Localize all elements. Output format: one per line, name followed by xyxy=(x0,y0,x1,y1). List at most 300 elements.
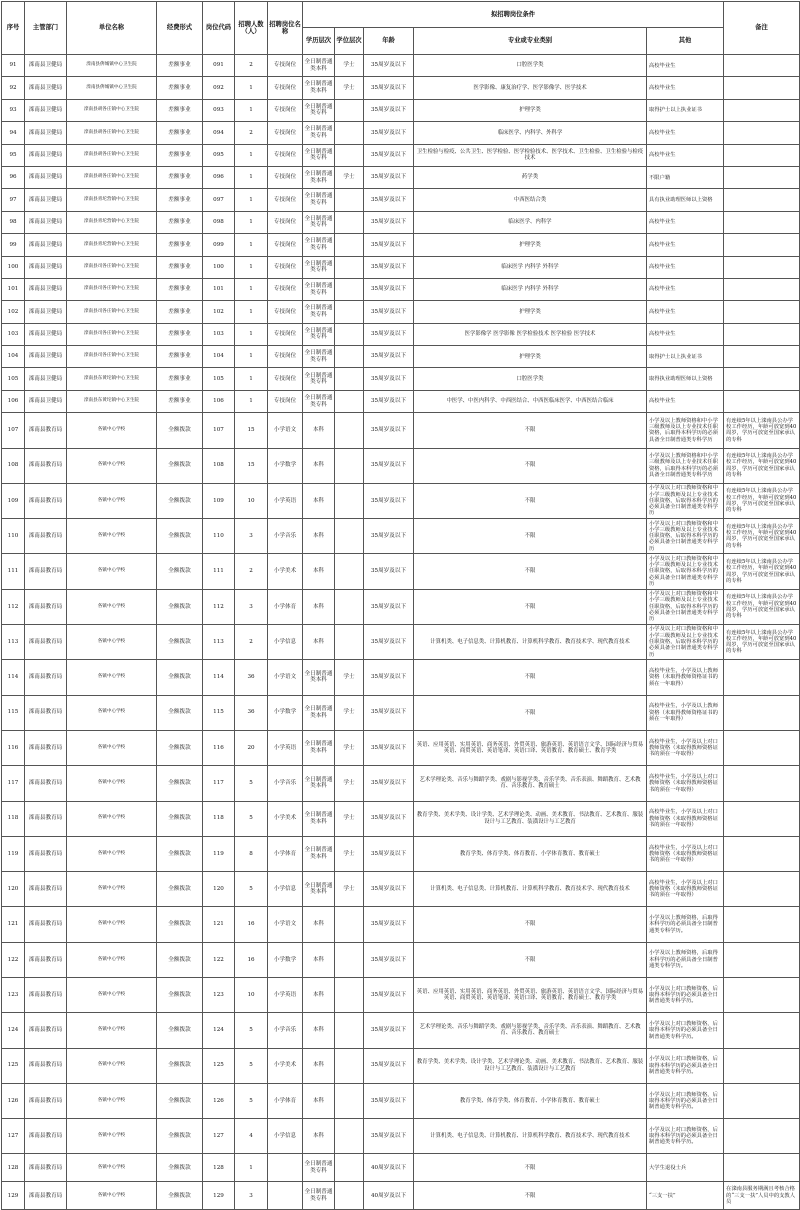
cell-code: 105 xyxy=(203,368,235,390)
cell-remark xyxy=(724,730,800,765)
cell-fund: 差额事业 xyxy=(157,301,203,323)
cell-age: 35周岁及以下 xyxy=(364,234,414,256)
cell-age: 35周岁及以下 xyxy=(364,346,414,368)
cell-remark xyxy=(724,278,800,300)
cell-dept: 滦南县卫健局 xyxy=(25,346,67,368)
cell-fund: 全额拨款 xyxy=(157,730,203,765)
cell-seq: 94 xyxy=(2,122,25,144)
table-row xyxy=(2,99,800,121)
cell-major: 临床医学 内科学 外科学 xyxy=(414,256,647,278)
cell-fund: 全额拨款 xyxy=(157,660,203,695)
cell-degree xyxy=(335,519,364,554)
cell-major: 艺术学理论类、音乐与舞蹈学类、戏剧与影视学类、音乐学类、音乐表演、舞蹈教育、艺术教育、音乐教育、教育硕士 xyxy=(414,766,647,801)
cell-count: 5 xyxy=(235,1013,268,1048)
cell-dept: 滦南县教育局 xyxy=(25,625,67,660)
cell-code: 115 xyxy=(203,695,235,730)
cell-degree xyxy=(335,323,364,345)
cell-code: 127 xyxy=(203,1119,235,1154)
cell-major: 教育学类、美术学类、设计学类、艺术学理论类、动画、美术教育、书法教育、艺术教育、服装设计与工艺教育、装潢设计与工艺教育 xyxy=(414,1048,647,1083)
cell-edu: 本科 xyxy=(303,942,335,977)
cell-count: 1 xyxy=(235,144,268,166)
cell-post: 小学体育 xyxy=(268,1083,303,1118)
cell-unit: 各镇中心学校 xyxy=(67,730,157,765)
cell-edu: 本科 xyxy=(303,978,335,1013)
cell-code: 122 xyxy=(203,942,235,977)
cell-count: 16 xyxy=(235,907,268,942)
cell-unit: 滦南县司各庄镇中心卫生院 xyxy=(67,256,157,278)
cell-edu: 全日制普通类本科 xyxy=(303,872,335,907)
table-row xyxy=(2,1083,800,1118)
cell-seq: 101 xyxy=(2,278,25,300)
cell-fund: 全额拨款 xyxy=(157,625,203,660)
cell-edu: 全日制普通类专科 xyxy=(303,144,335,166)
cell-edu: 全日制普通类专科 xyxy=(303,189,335,211)
cell-unit: 滦南县倴城镇中心卫生院 xyxy=(67,55,157,77)
cell-code: 114 xyxy=(203,660,235,695)
cell-code: 112 xyxy=(203,589,235,624)
cell-dept: 滦南县卫健局 xyxy=(25,256,67,278)
table-row xyxy=(2,448,800,483)
cell-edu: 全日制普通类本科 xyxy=(303,730,335,765)
cell-unit: 各镇中心学校 xyxy=(67,589,157,624)
cell-seq: 113 xyxy=(2,625,25,660)
cell-major: 中西医结合类 xyxy=(414,189,647,211)
cell-post: 专技岗位 xyxy=(268,368,303,390)
cell-post: 小学英语 xyxy=(268,730,303,765)
cell-code: 098 xyxy=(203,211,235,233)
cell-dept: 滦南县教育局 xyxy=(25,801,67,836)
cell-post: 小学数学 xyxy=(268,695,303,730)
cell-degree: 学士 xyxy=(335,660,364,695)
cell-unit: 滦南县胡各庄镇中心卫生院 xyxy=(67,99,157,121)
cell-unit: 滦南县司各庄镇中心卫生院 xyxy=(67,346,157,368)
cell-fund: 全额拨款 xyxy=(157,448,203,483)
cell-seq: 108 xyxy=(2,448,25,483)
cell-major: 护理学类 xyxy=(414,234,647,256)
cell-other: 取得护士以上执业证书 xyxy=(647,346,724,368)
cell-age: 35周岁及以下 xyxy=(364,625,414,660)
cell-other: 高校毕业生 xyxy=(647,323,724,345)
cell-age: 35周岁及以下 xyxy=(364,77,414,99)
cell-seq: 116 xyxy=(2,730,25,765)
cell-other: 高校毕业生 xyxy=(647,234,724,256)
cell-dept: 滦南县教育局 xyxy=(25,483,67,518)
cell-count: 1 xyxy=(235,346,268,368)
cell-degree xyxy=(335,1182,364,1210)
header-count: 招聘人数（人） xyxy=(235,2,268,55)
cell-other: 小学及以上教师资格，后取得本科学历的必须具备全日制普通类专科学历。 xyxy=(647,907,724,942)
cell-other: 高校毕业生 xyxy=(647,301,724,323)
cell-count: 1 xyxy=(235,390,268,412)
cell-seq: 103 xyxy=(2,323,25,345)
cell-degree xyxy=(335,907,364,942)
cell-seq: 121 xyxy=(2,907,25,942)
cell-post: 小学美术 xyxy=(268,554,303,589)
cell-age: 35周岁及以下 xyxy=(364,589,414,624)
cell-count: 1 xyxy=(235,278,268,300)
cell-age: 35周岁及以下 xyxy=(364,448,414,483)
cell-other: 小学及以上对口教师资格和中小学三级教师及以上专业技术任职资格，后取得本科学历的必须具备全日制普通类专科学历 xyxy=(647,519,724,554)
table-row xyxy=(2,1048,800,1083)
cell-degree xyxy=(335,448,364,483)
cell-post: 专技岗位 xyxy=(268,144,303,166)
cell-major: 口腔医学类 xyxy=(414,55,647,77)
cell-degree xyxy=(335,189,364,211)
cell-major: 不限 xyxy=(414,554,647,589)
cell-fund: 差额事业 xyxy=(157,122,203,144)
table-row xyxy=(2,77,800,99)
cell-remark xyxy=(724,99,800,121)
table-row xyxy=(2,625,800,660)
table-row xyxy=(2,122,800,144)
cell-unit: 滦南县司各庄镇中心卫生院 xyxy=(67,301,157,323)
cell-code: 129 xyxy=(203,1182,235,1210)
cell-dept: 滦南县教育局 xyxy=(25,872,67,907)
cell-remark xyxy=(724,1083,800,1118)
cell-major: 中医学、中医内科学、中西医结合、中西医临床医学、中西医结合临床 xyxy=(414,390,647,412)
cell-code: 107 xyxy=(203,413,235,448)
table-row xyxy=(2,766,800,801)
cell-degree xyxy=(335,346,364,368)
header-age: 年龄 xyxy=(364,28,414,55)
cell-dept: 滦南县教育局 xyxy=(25,1083,67,1118)
cell-fund: 差额事业 xyxy=(157,77,203,99)
cell-remark xyxy=(724,368,800,390)
cell-edu: 本科 xyxy=(303,413,335,448)
cell-remark: 有连续5年以上滦南县公办学校工作经历，年龄可放宽到40周岁，学历可放宽至国家承认的专科 xyxy=(724,413,800,448)
cell-degree xyxy=(335,390,364,412)
cell-post: 专技岗位 xyxy=(268,256,303,278)
cell-count: 1 xyxy=(235,301,268,323)
cell-major: 临床医学、内科学、外科学 xyxy=(414,122,647,144)
cell-seq: 128 xyxy=(2,1154,25,1182)
cell-edu: 本科 xyxy=(303,1013,335,1048)
cell-code: 109 xyxy=(203,483,235,518)
cell-edu: 全日制普通类本科 xyxy=(303,695,335,730)
cell-post: 专技岗位 xyxy=(268,278,303,300)
cell-edu: 全日制普通类专科 xyxy=(303,368,335,390)
cell-fund: 全额拨款 xyxy=(157,907,203,942)
cell-degree: 学士 xyxy=(335,166,364,188)
cell-edu: 本科 xyxy=(303,519,335,554)
cell-post: 专技岗位 xyxy=(268,99,303,121)
cell-unit: 滦南县青坨营镇中心卫生院 xyxy=(67,189,157,211)
cell-major: 计算机类、电子信息类、计算机教育、计算机科学教育、教育技术学、现代教育技术 xyxy=(414,872,647,907)
cell-count: 15 xyxy=(235,448,268,483)
cell-unit: 滦南县青坨营镇中心卫生院 xyxy=(67,234,157,256)
cell-edu: 本科 xyxy=(303,554,335,589)
cell-remark xyxy=(724,77,800,99)
cell-seq: 115 xyxy=(2,695,25,730)
cell-age: 40周岁及以下 xyxy=(364,1154,414,1182)
cell-seq: 98 xyxy=(2,211,25,233)
cell-code: 116 xyxy=(203,730,235,765)
cell-degree: 学士 xyxy=(335,766,364,801)
cell-degree xyxy=(335,99,364,121)
header-major: 专业或专业类别 xyxy=(414,28,647,55)
cell-seq: 129 xyxy=(2,1182,25,1210)
cell-major: 护理学类 xyxy=(414,346,647,368)
cell-other: 高校毕业生，小学及以上教师资格（未取得教师资格证书的须在一年取得） xyxy=(647,695,724,730)
cell-post: 专技岗位 xyxy=(268,122,303,144)
cell-post xyxy=(268,1182,303,1210)
cell-seq: 105 xyxy=(2,368,25,390)
cell-count: 5 xyxy=(235,1048,268,1083)
cell-edu: 全日制普通类专科 xyxy=(303,122,335,144)
cell-fund: 差额事业 xyxy=(157,390,203,412)
cell-dept: 滦南县卫健局 xyxy=(25,166,67,188)
cell-age: 40周岁及以下 xyxy=(364,1182,414,1210)
cell-dept: 滦南县教育局 xyxy=(25,836,67,871)
header-seq: 序号 xyxy=(2,2,25,55)
cell-fund: 差额事业 xyxy=(157,189,203,211)
cell-fund: 差额事业 xyxy=(157,256,203,278)
cell-post: 小学英语 xyxy=(268,978,303,1013)
cell-code: 117 xyxy=(203,766,235,801)
cell-count: 1 xyxy=(235,256,268,278)
cell-degree xyxy=(335,368,364,390)
cell-edu: 全日制普通类本科 xyxy=(303,77,335,99)
cell-age: 35周岁及以下 xyxy=(364,1119,414,1154)
cell-remark xyxy=(724,122,800,144)
cell-major: 口腔医学类 xyxy=(414,368,647,390)
cell-code: 113 xyxy=(203,625,235,660)
cell-remark xyxy=(724,1013,800,1048)
cell-dept: 滦南县卫健局 xyxy=(25,99,67,121)
cell-unit: 滦南县青坨营镇中心卫生院 xyxy=(67,211,157,233)
cell-unit: 各镇中心学校 xyxy=(67,1119,157,1154)
cell-degree xyxy=(335,278,364,300)
cell-unit: 各镇中心学校 xyxy=(67,413,157,448)
table-row xyxy=(2,1013,800,1048)
cell-unit: 各镇中心学校 xyxy=(67,942,157,977)
cell-other: 小学及以上对口教师资格，后取得本科学历的必须具备全日制普通类专科学历。 xyxy=(647,978,724,1013)
cell-edu: 全日制普通类专科 xyxy=(303,346,335,368)
cell-post: 专技岗位 xyxy=(268,55,303,77)
cell-major: 教育学类、体育学类、体育教育、小学体育教育、教育硕士 xyxy=(414,1083,647,1118)
cell-age: 35周岁及以下 xyxy=(364,144,414,166)
cell-post: 专技岗位 xyxy=(268,346,303,368)
cell-post xyxy=(268,1154,303,1182)
cell-count: 3 xyxy=(235,589,268,624)
cell-dept: 滦南县教育局 xyxy=(25,1048,67,1083)
table-row xyxy=(2,346,800,368)
cell-fund: 差额事业 xyxy=(157,99,203,121)
cell-remark xyxy=(724,323,800,345)
cell-dept: 滦南县教育局 xyxy=(25,766,67,801)
cell-remark: 有连续5年以上滦南县公办学校工作经历，年龄可放宽到40周岁，学历可放宽至国家承认的专科 xyxy=(724,483,800,518)
cell-count: 1 xyxy=(235,189,268,211)
table-row xyxy=(2,144,800,166)
table-row xyxy=(2,730,800,765)
cell-fund: 差额事业 xyxy=(157,234,203,256)
cell-seq: 97 xyxy=(2,189,25,211)
cell-degree xyxy=(335,1083,364,1118)
cell-other: 高校毕业生，小学及以上对口教师资格（未取得教师资格证书的须在一年取得） xyxy=(647,836,724,871)
recruitment-table xyxy=(1,1,800,1210)
cell-dept: 滦南县卫健局 xyxy=(25,368,67,390)
cell-edu: 全日制普通类专科 xyxy=(303,99,335,121)
cell-age: 35周岁及以下 xyxy=(364,730,414,765)
cell-major: 不限 xyxy=(414,1154,647,1182)
cell-code: 108 xyxy=(203,448,235,483)
cell-remark xyxy=(724,801,800,836)
cell-remark xyxy=(724,55,800,77)
table-row xyxy=(2,589,800,624)
cell-seq: 102 xyxy=(2,301,25,323)
cell-count: 20 xyxy=(235,730,268,765)
cell-other: 高校毕业生，小学及以上教师资格（未取得教师资格证书的须在一年取得） xyxy=(647,660,724,695)
cell-degree xyxy=(335,144,364,166)
cell-unit: 各镇中心学校 xyxy=(67,801,157,836)
cell-degree xyxy=(335,978,364,1013)
cell-count: 1 xyxy=(235,77,268,99)
cell-count: 1 xyxy=(235,1154,268,1182)
cell-remark xyxy=(724,211,800,233)
cell-major: 护理学类 xyxy=(414,301,647,323)
cell-code: 125 xyxy=(203,1048,235,1083)
cell-major: 计算机类、电子信息类、计算机教育、计算机科学教育、教育技术学、现代教育技术 xyxy=(414,625,647,660)
table-row xyxy=(2,55,800,77)
header-edu: 学历层次 xyxy=(303,28,335,55)
cell-code: 120 xyxy=(203,872,235,907)
cell-age: 35周岁及以下 xyxy=(364,323,414,345)
cell-major: 药学类 xyxy=(414,166,647,188)
header-post: 招聘岗位名称 xyxy=(268,2,303,55)
cell-count: 5 xyxy=(235,801,268,836)
cell-other: 高校毕业生 xyxy=(647,144,724,166)
cell-unit: 各镇中心学校 xyxy=(67,1154,157,1182)
cell-remark xyxy=(724,346,800,368)
table-body xyxy=(2,55,800,1210)
cell-other: 小学及以上对口教师资格，后取得本科学历的必须具备全日制普通类专科学历。 xyxy=(647,1013,724,1048)
cell-edu: 本科 xyxy=(303,448,335,483)
cell-remark xyxy=(724,766,800,801)
cell-post: 专技岗位 xyxy=(268,301,303,323)
cell-seq: 114 xyxy=(2,660,25,695)
cell-age: 35周岁及以下 xyxy=(364,660,414,695)
cell-dept: 滦南县教育局 xyxy=(25,413,67,448)
cell-degree: 学士 xyxy=(335,730,364,765)
cell-fund: 全额拨款 xyxy=(157,589,203,624)
cell-edu: 全日制普通类专科 xyxy=(303,301,335,323)
cell-remark xyxy=(724,1048,800,1083)
cell-post: 小学音乐 xyxy=(268,1013,303,1048)
cell-major: 不限 xyxy=(414,1182,647,1210)
cell-post: 小学语文 xyxy=(268,660,303,695)
cell-code: 128 xyxy=(203,1154,235,1182)
cell-age: 35周岁及以下 xyxy=(364,256,414,278)
cell-edu: 本科 xyxy=(303,1119,335,1154)
cell-seq: 119 xyxy=(2,836,25,871)
cell-remark xyxy=(724,166,800,188)
cell-post: 小学美术 xyxy=(268,1048,303,1083)
cell-post: 专技岗位 xyxy=(268,189,303,211)
cell-code: 110 xyxy=(203,519,235,554)
cell-count: 2 xyxy=(235,55,268,77)
cell-count: 16 xyxy=(235,942,268,977)
cell-dept: 滦南县卫健局 xyxy=(25,144,67,166)
cell-seq: 125 xyxy=(2,1048,25,1083)
cell-other: 小学及以上对口教师资格和中小学三级教师及以上专业技术任职资格，后取得本科学历的必须具备全日制普通类专科学历 xyxy=(647,554,724,589)
cell-edu: 本科 xyxy=(303,1083,335,1118)
cell-code: 100 xyxy=(203,256,235,278)
table-row xyxy=(2,234,800,256)
table-row xyxy=(2,323,800,345)
cell-seq: 107 xyxy=(2,413,25,448)
table-row xyxy=(2,189,800,211)
cell-remark: 有连续5年以上滦南县公办学校工作经历，年龄可放宽到40周岁，学历可放宽至国家承认的专科 xyxy=(724,625,800,660)
cell-age: 35周岁及以下 xyxy=(364,55,414,77)
table-row xyxy=(2,166,800,188)
table-row xyxy=(2,483,800,518)
cell-unit: 各镇中心学校 xyxy=(67,483,157,518)
cell-fund: 差额事业 xyxy=(157,368,203,390)
cell-dept: 滦南县卫健局 xyxy=(25,211,67,233)
cell-degree xyxy=(335,942,364,977)
cell-other: 小学及以上对口教师资格，后取得本科学历的必须具备全日制普通类专科学历。 xyxy=(647,1048,724,1083)
header-other: 其他 xyxy=(647,28,724,55)
cell-age: 35周岁及以下 xyxy=(364,278,414,300)
cell-remark xyxy=(724,836,800,871)
cell-code: 096 xyxy=(203,166,235,188)
table-row xyxy=(2,390,800,412)
cell-seq: 126 xyxy=(2,1083,25,1118)
cell-age: 35周岁及以下 xyxy=(364,483,414,518)
cell-edu: 全日制普通类本科 xyxy=(303,801,335,836)
cell-fund: 全额拨款 xyxy=(157,836,203,871)
cell-major: 医学影像、康复治疗学、医学影像学、医学技术 xyxy=(414,77,647,99)
table-row xyxy=(2,554,800,589)
cell-count: 8 xyxy=(235,836,268,871)
cell-degree xyxy=(335,211,364,233)
cell-age: 35周岁及以下 xyxy=(364,872,414,907)
cell-unit: 各镇中心学校 xyxy=(67,695,157,730)
cell-other: 高校毕业生，小学及以上对口教师资格（未取得教师资格证书的须在一年取得） xyxy=(647,766,724,801)
cell-dept: 滦南县教育局 xyxy=(25,1154,67,1182)
cell-edu: 全日制普通类专科 xyxy=(303,234,335,256)
cell-seq: 92 xyxy=(2,77,25,99)
cell-fund: 全额拨款 xyxy=(157,1119,203,1154)
cell-count: 5 xyxy=(235,872,268,907)
cell-fund: 全额拨款 xyxy=(157,413,203,448)
cell-code: 103 xyxy=(203,323,235,345)
cell-seq: 117 xyxy=(2,766,25,801)
cell-code: 097 xyxy=(203,189,235,211)
cell-edu: 全日制普通类专科 xyxy=(303,390,335,412)
cell-count: 2 xyxy=(235,625,268,660)
cell-seq: 109 xyxy=(2,483,25,518)
cell-unit: 各镇中心学校 xyxy=(67,1048,157,1083)
cell-remark xyxy=(724,660,800,695)
cell-seq: 111 xyxy=(2,554,25,589)
cell-other: 不限户籍 xyxy=(647,166,724,188)
cell-seq: 95 xyxy=(2,144,25,166)
cell-post: 小学音乐 xyxy=(268,766,303,801)
header-conditions: 拟招聘岗位条件 xyxy=(303,2,724,28)
cell-post: 专技岗位 xyxy=(268,211,303,233)
cell-remark xyxy=(724,695,800,730)
cell-fund: 全额拨款 xyxy=(157,872,203,907)
cell-edu: 全日制普通类专科 xyxy=(303,323,335,345)
cell-post: 专技岗位 xyxy=(268,77,303,99)
cell-major: 不限 xyxy=(414,907,647,942)
cell-dept: 滦南县卫健局 xyxy=(25,234,67,256)
cell-count: 5 xyxy=(235,1083,268,1118)
cell-fund: 差额事业 xyxy=(157,144,203,166)
table-row xyxy=(2,413,800,448)
cell-unit: 滦南县东黄坨镇中心卫生院 xyxy=(67,368,157,390)
